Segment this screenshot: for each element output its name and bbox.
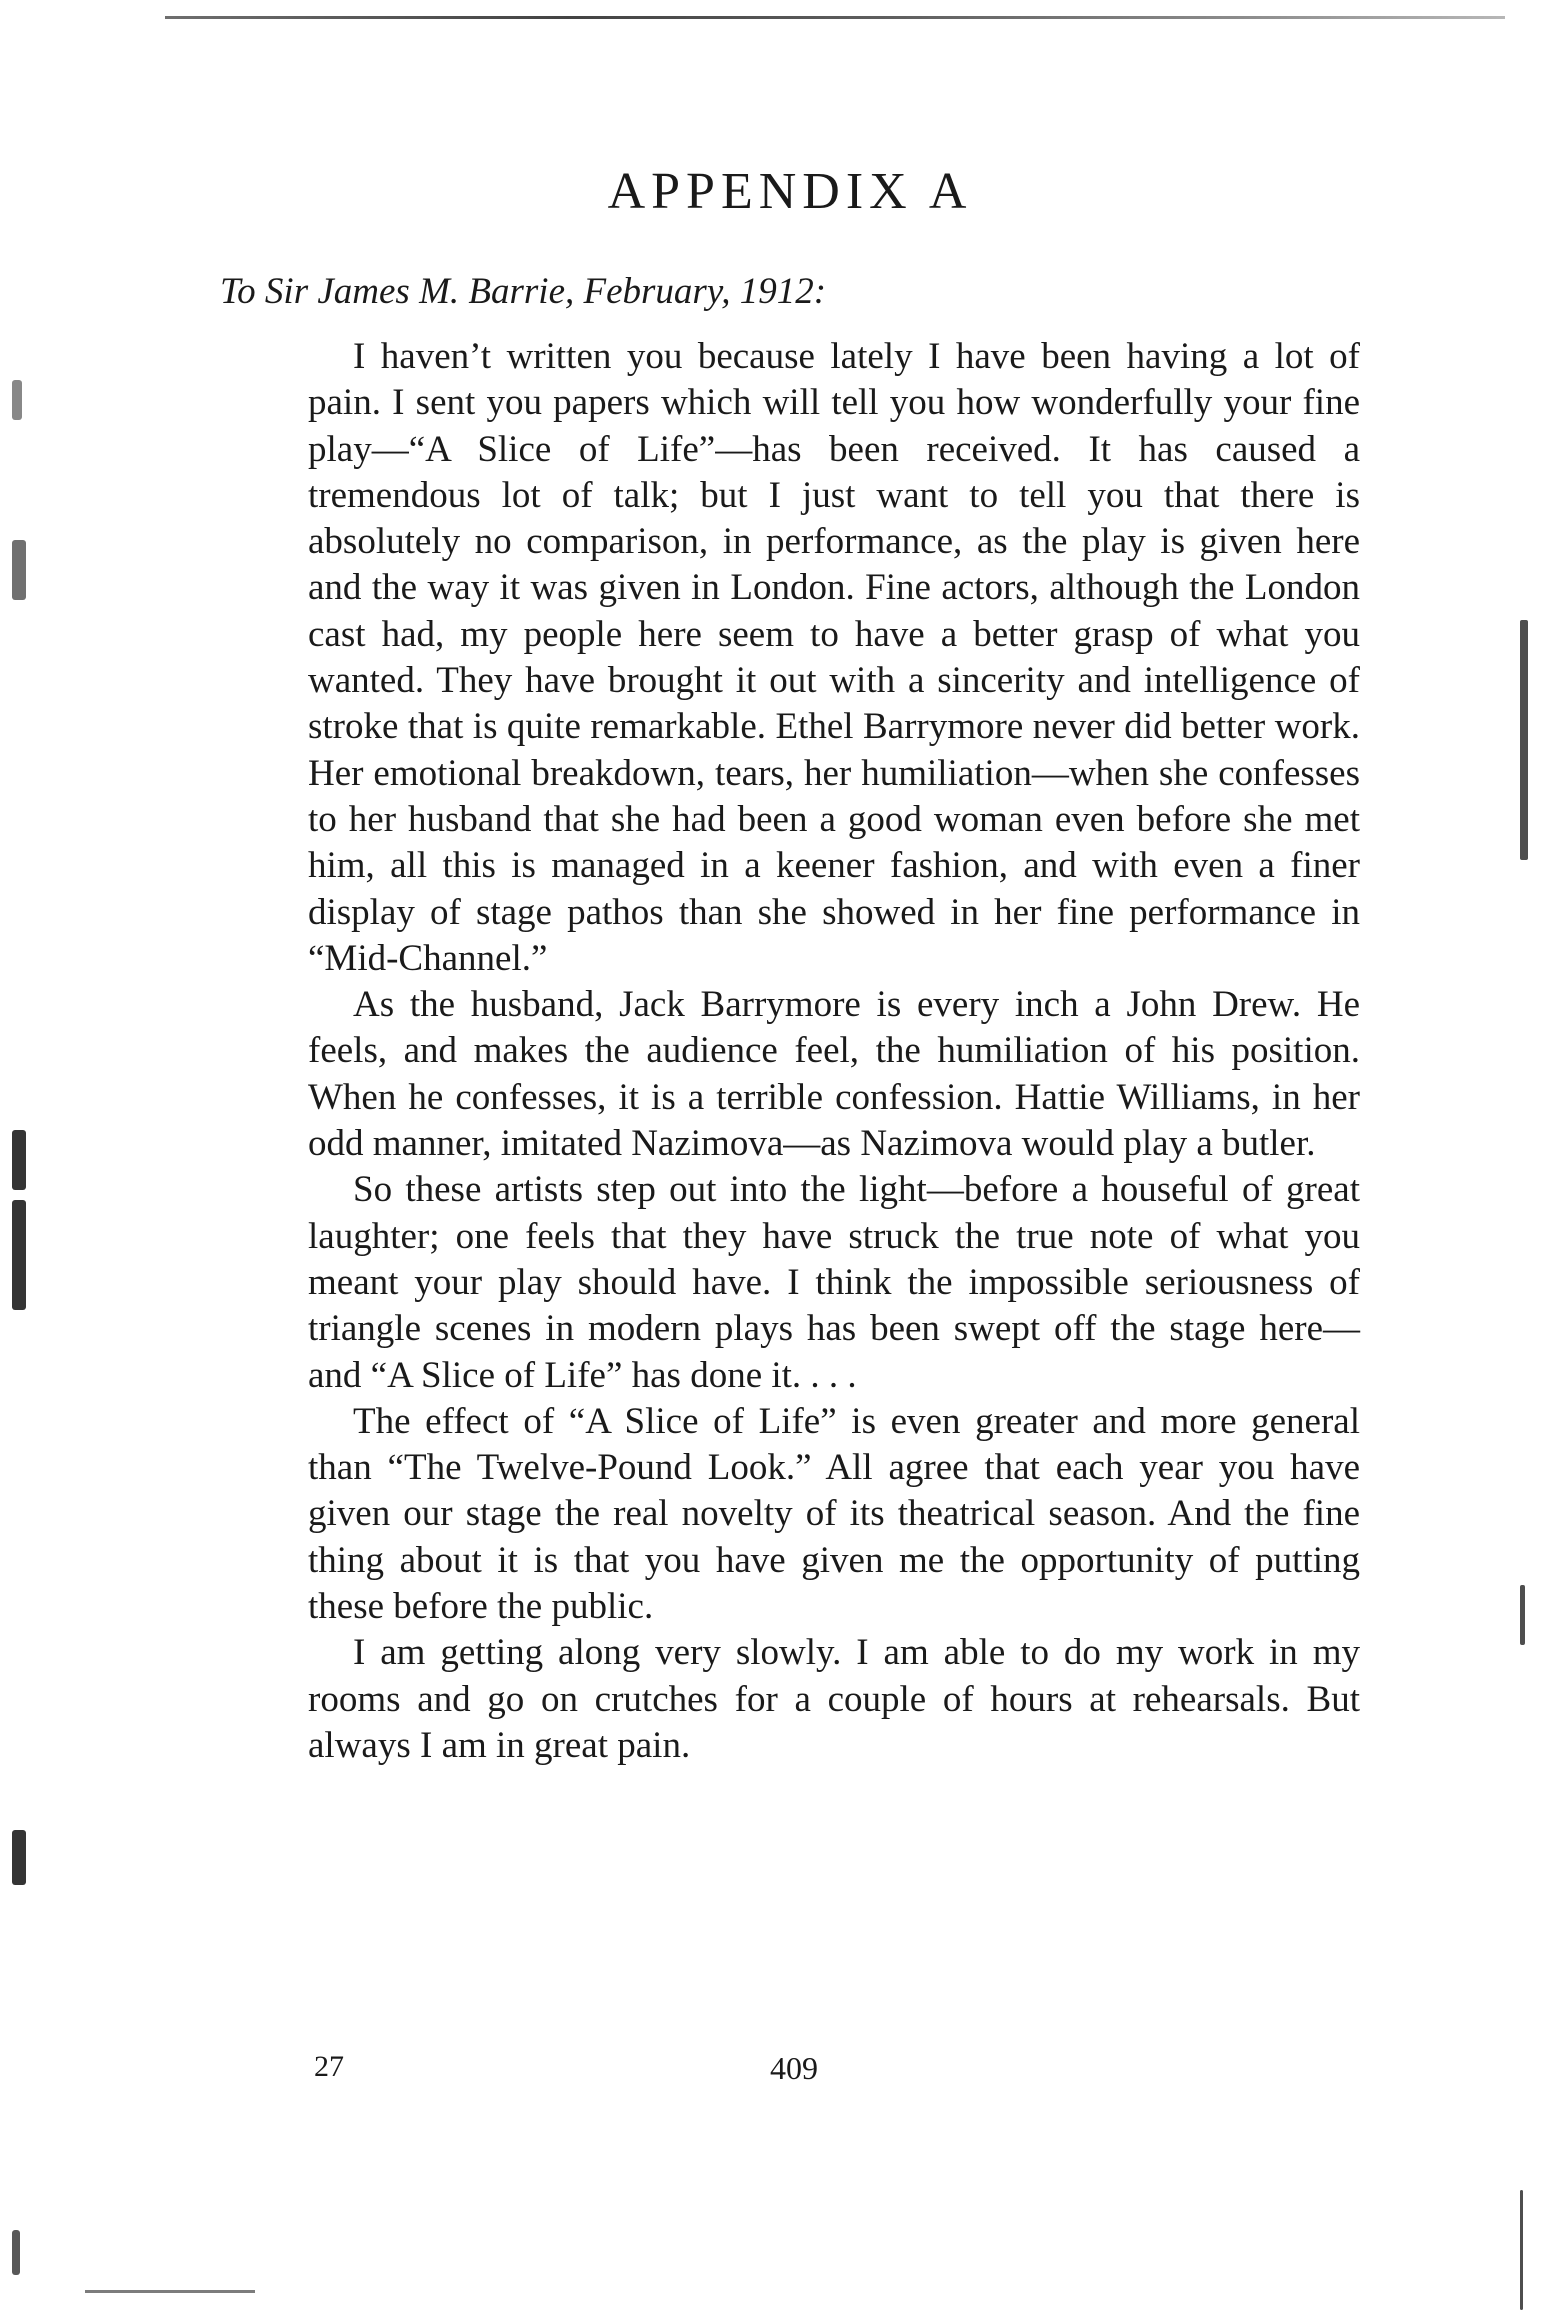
scan-edge-mark [12,380,22,420]
page-number: 409 [770,2050,818,2086]
scan-edge-mark [1520,1585,1525,1645]
scan-edge-mark [12,540,26,600]
letter-paragraph: I haven’t written you because lately I have been having a lot of pain. I sent you papers which will tell you how wonderfully your fine play—“A Slice of Life”—has been received. It has caused a tremendous lot of talk; but I just want to tell you that there is absolutely no comparison, in performance, as the play is given here and the way it was given in London. Fine actors, although the London cast had, my people here seem to have a better grasp of what you wanted. They have brought it out with a sincerity and intelligence of stroke that is quite remarkable. Ethel Barrymore never did better work. Her emotional breakdown, tears, her humiliation—when she confesses to her husband that she had been a good woman even before she met him, all this is managed in a keener fashion, and with even a finer display of stage pathos than she showed in her fine performance in “Mid-Channel.” [308,336,1360,979]
scan-edge-mark [1520,620,1528,860]
letter-paragraph: So these artists step out into the light—before a houseful of great laughter; one feels that they have struck the true note of what you meant your play should have. I think the impossible seriousness of triangle scenes in modern plays has been swept off the stage here—and “A Slice of Life” has done it. . . . [308,1169,1360,1396]
letter-paragraph: The effect of “A Slice of Life” is even greater and more general than “The Twelve-Pound Look.” All agree that each year you have given our stage the real novelty of its theatrical season. And the fine thing about it is that you have given me the opportunity of putting these before the public. [308,1400,1360,1628]
scan-bottom-mark [85,2290,255,2293]
scan-edge-mark [12,2230,20,2275]
letter-body [308,334,1360,1769]
signature-mark: 27 [314,2050,344,2083]
letter-salutation: To Sir James M. Barrie, February, 1912: [220,271,827,312]
scan-top-rule [165,16,1505,19]
scan-edge-mark [12,1200,26,1310]
scan-edge-mark [12,1130,26,1190]
letter-paragraph: I am getting along very slowly. I am able to do my work in my rooms and go on crutches for a couple of hours at rehearsals. But always I am in great pain. [308,1632,1360,1766]
appendix-heading: APPENDIX A [607,163,973,220]
letter-paragraph: As the husband, Jack Barrymore is every inch a John Drew. He feels, and makes the audience feel, the humiliation of his position. When he confesses, it is a terrible confession. Hattie Williams, in her odd manner, imitated Nazimova—as Nazimova would play a butler. [308,984,1360,1165]
scan-edge-mark [12,1830,26,1885]
scan-edge-mark [1520,2190,1523,2310]
